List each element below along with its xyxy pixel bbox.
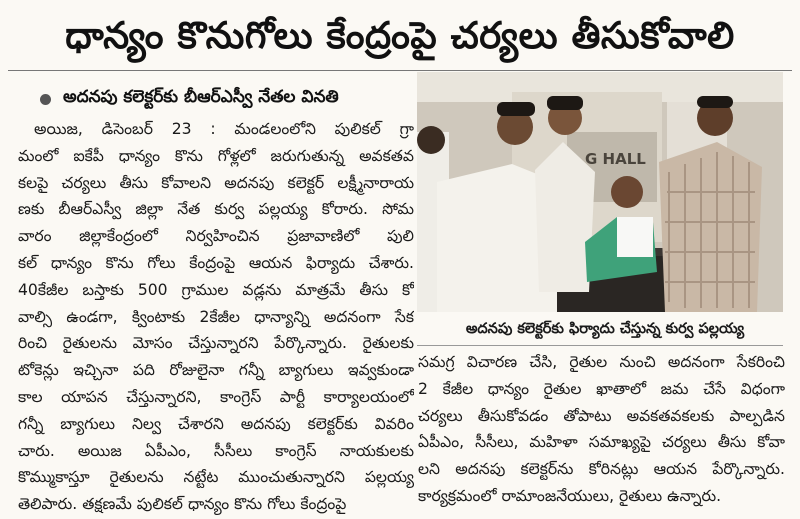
article-line: 2 కేజీల ధాన్యం రైతుల ఖాతాలో జమ చేసే విధంగా — [418, 379, 785, 398]
article-line: కలపై చర్యలు తీసు కోవాలని అదనపు కలెక్టర్ లక్ష్మీనారాయ — [18, 173, 414, 192]
article-line: సమగ్ర విచారణ చేసి, రైతుల నుంచి అదనంగా సేకరించి — [418, 353, 785, 371]
news-photo-illustration — [417, 72, 783, 312]
article-line: చర్యలు తీసుకోవడం తోపాటు అవకతవకలకు పాల్పడిన — [418, 406, 785, 425]
photo-caption: అదనపు కలెక్టర్‌కు ఫిర్యాదు చేస్తున్న కుర్వ పల్లయ్య — [465, 321, 745, 337]
article-right-column — [418, 349, 785, 509]
hall-sign-text: G HALL — [585, 150, 646, 168]
news-photo — [417, 72, 783, 312]
article-line: 40కేజీల బస్తాకు 500 గ్రాముల వడ్లను మాత్రమే తీసు కో — [18, 280, 414, 299]
article-line: తెలిపారు. తక్షణమే పులికల్ ధాన్యం కొను గోలు కేంద్రంపై — [18, 495, 347, 514]
article-line: చారు. అయిజ ఏపీఎం, సీసీలు కాంగ్రెస్ నాయకులకు — [18, 441, 414, 460]
caption-rule — [417, 345, 783, 346]
article-line: కాల యాపన చేస్తున్నారని, కాంగ్రెస్ పార్టీ కార్యాలయంలో — [18, 387, 414, 406]
article-line: కార్యక్రమంలో రామాంజనేయులు, రైతులు ఉన్నారు. — [418, 486, 722, 505]
article-left-column — [18, 116, 414, 516]
article-line: కల్ ధాన్యం కొను గోలు కేంద్రంపై ఆయన ఫిర్యాదు చేశారు. — [18, 253, 414, 272]
article-line: గన్నీ బ్యాగులు నిల్వ చేశారని అదనపు కలెక్టర్‌కు వివరిం — [18, 414, 414, 433]
article-line: కొమ్ముకాస్తూ రైతులను నట్టేట ముంచుతున్నారని పల్లయ్య — [18, 468, 414, 487]
article-line: ణకు బీఆర్ఎస్వీ జిల్లా నేత కుర్వ పల్లయ్య కోరారు. సోమ — [18, 200, 414, 219]
article-line: వారం జిల్లాకేంద్రంలో నిర్వహించిన ప్రజావాణిలో పులి — [18, 227, 414, 246]
headline: ధాన్యం కొనుగోలు కేంద్రంపై చర్యలు తీసుకోవాలి — [65, 14, 735, 57]
article-line: మంలో ఐకేపీ ధాన్యం కొను గోళ్లలో జరుగుతున్న అవకతవ — [18, 146, 414, 165]
subheadline-text: అదనపు కలెక్టర్‌కు బీఆర్ఎస్వీ నేతల వినతి — [63, 87, 339, 107]
subheadline — [40, 84, 339, 114]
article-line: వాల్సి ఉండగా, క్వింటాకు 2కేజీల ధాన్యాన్ని అదనంగా సేక — [18, 307, 414, 326]
article-line: అయిజ, డిసెంబర్ 23 : మండలంలోని పులికల్ గ్రా — [34, 120, 414, 138]
bullet-icon — [40, 94, 51, 105]
headline-rule — [8, 70, 792, 71]
article-line: ఏపీఎం, సీసీలు, మహిళా సమాఖ్యపై చర్యలు తీసు కోవా — [418, 433, 785, 452]
article-line: లని అదనపు కలెక్టర్‌ను కోరినట్లు ఆయన పేర్కొన్నారు. — [418, 460, 785, 479]
article-line: రించి రైతులను మోసం చేస్తున్నారని పేర్కొన్నారు. రైతులకు — [18, 334, 414, 353]
article-line: టోకెన్లు ఇచ్చినా పది రోజులైనా గన్నీ బ్యాగులు ఇవ్వకుండా — [18, 361, 414, 380]
